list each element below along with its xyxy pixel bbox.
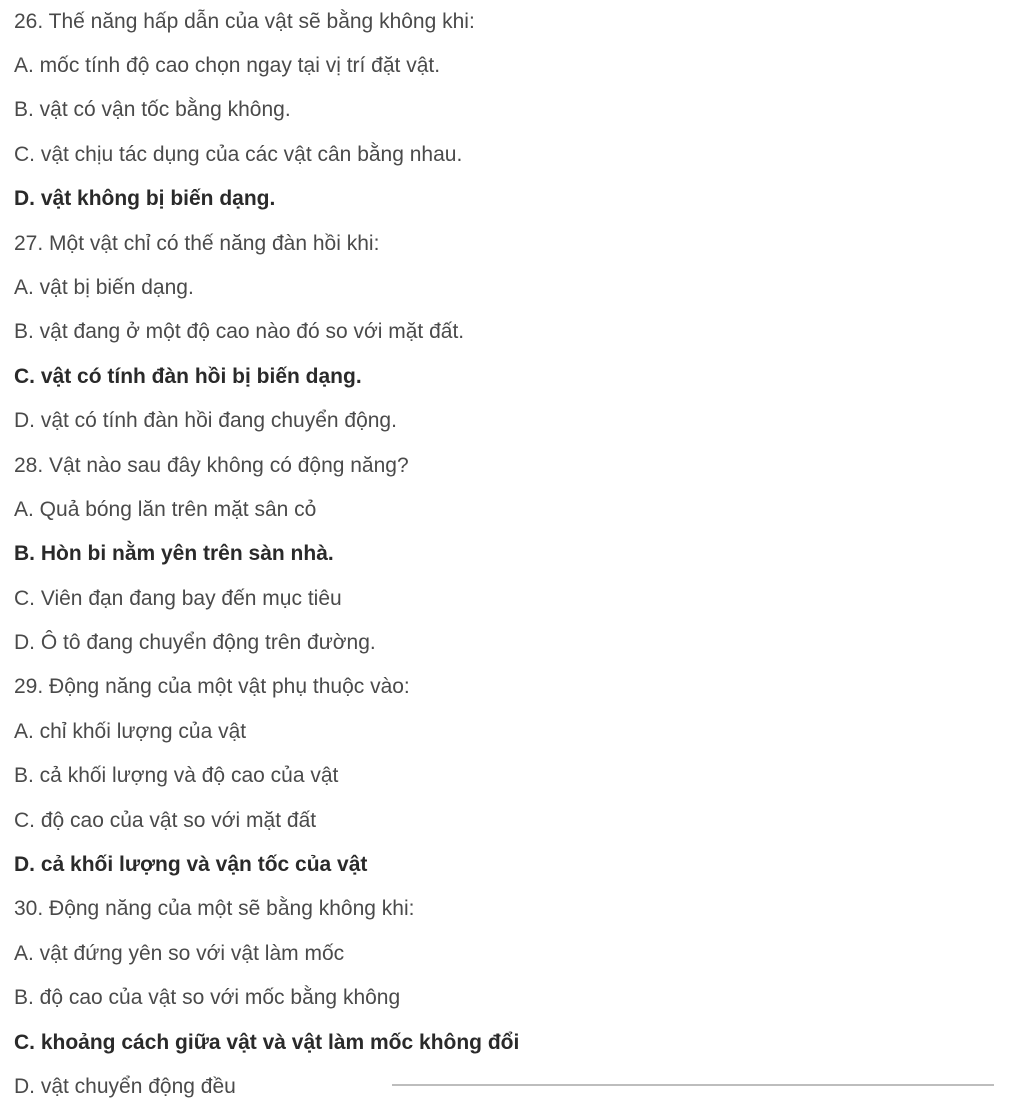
question-27-option-a: A. vật bị biến dạng. [14, 275, 194, 299]
question-27: 27. Một vật chỉ có thế năng đàn hồi khi: [14, 231, 380, 255]
question-28-option-c: C. Viên đạn đang bay đến mục tiêu [14, 586, 342, 610]
question-30-option-b: B. độ cao của vật so với mốc bằng không [14, 986, 401, 1010]
question-28: 28. Vật nào sau đây không có động năng? [14, 453, 409, 477]
quiz-text [14, 0, 1014, 1098]
question-26-option-c: C. vật chịu tác dụng của các vật cân bằng nhau. [14, 142, 463, 166]
question-30-option-d: D. vật chuyển động đều [14, 1074, 236, 1098]
question-30-option-a: A. vật đứng yên so với vật làm mốc [14, 941, 345, 965]
question-27-option-c-correct: C. vật có tính đàn hồi bị biến dạng. [14, 364, 362, 388]
bottom-divider [392, 1084, 994, 1086]
question-28-option-b-correct: B. Hòn bi nằm yên trên sàn nhà. [14, 542, 334, 566]
question-28-option-d: D. Ô tô đang chuyển động trên đường. [14, 631, 376, 655]
question-26-option-b: B. vật có vận tốc bằng không. [14, 98, 291, 122]
question-29-option-a: A. chỉ khối lượng của vật [14, 719, 247, 743]
question-29-option-d-correct: D. cả khối lượng và vận tốc của vật [14, 853, 368, 877]
question-26-option-d-correct: D. vật không bị biến dạng. [14, 187, 276, 211]
question-29: 29. Động năng của một vật phụ thuộc vào: [14, 675, 410, 699]
question-30-option-c-correct: C. khoảng cách giữa vật và vật làm mốc không đổi [14, 1030, 520, 1054]
question-27-option-b: B. vật đang ở một độ cao nào đó so với mặt đất. [14, 320, 465, 344]
question-29-option-c: C. độ cao của vật so với mặt đất [14, 808, 317, 832]
question-27-option-d: D. vật có tính đàn hồi đang chuyển động. [14, 409, 397, 433]
question-28-option-a: A. Quả bóng lăn trên mặt sân cỏ [14, 497, 317, 521]
question-26: 26. Thế năng hấp dẫn của vật sẽ bằng không khi: [14, 10, 475, 33]
question-26-option-a: A. mốc tính độ cao chọn ngay tại vị trí đặt vật. [14, 54, 441, 77]
question-29-option-b: B. cả khối lượng và độ cao của vật [14, 764, 339, 788]
question-30: 30. Động năng của một sẽ bằng không khi: [14, 897, 415, 921]
